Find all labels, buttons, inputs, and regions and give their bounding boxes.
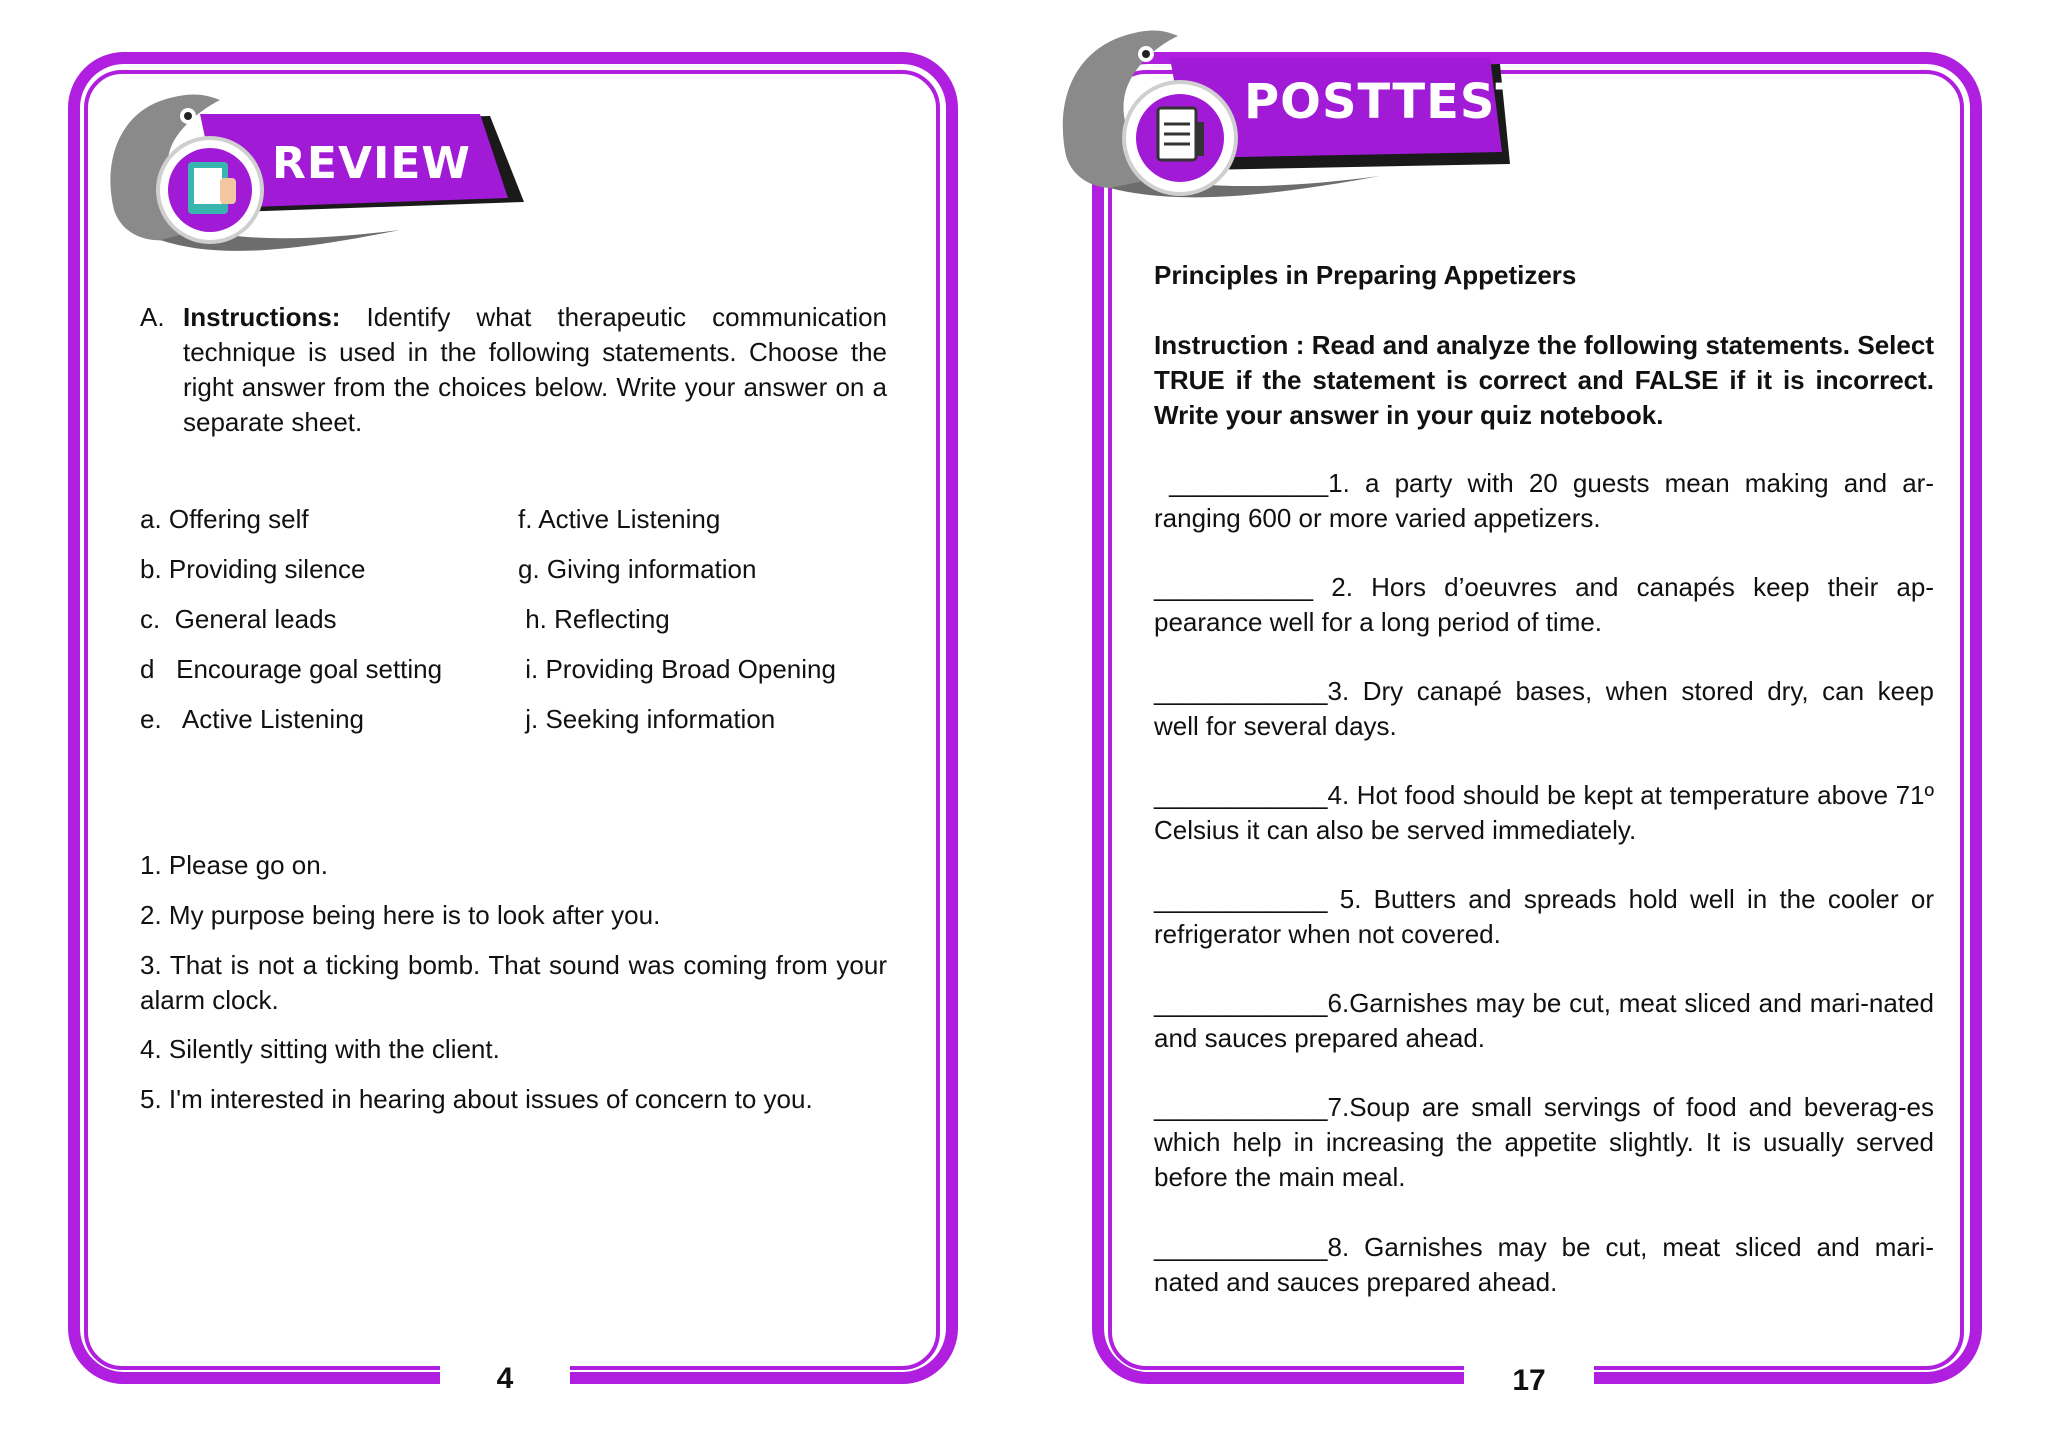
statement-item: 3. That is not a ticking bomb. That sound was coming from your alarm clock. bbox=[140, 950, 887, 1015]
banner-title: POSTTEST bbox=[1244, 74, 1530, 130]
choice-item: b. Providing silence bbox=[140, 554, 366, 584]
instructions-label: Instructions: bbox=[183, 302, 341, 332]
choice-item: i. Providing Broad Opening bbox=[518, 654, 836, 684]
posttest-item: ___________1. a party with 20 guests mean making and ar-ranging 600 or more varied appetizers. bbox=[1154, 468, 1934, 533]
posttest-item: ____________3. Dry canapé bases, when stored dry, can keep well for several days. bbox=[1154, 676, 1934, 741]
posttest-instruction: Instruction : Read and analyze the following statements. Select TRUE if the statement is correct and FALSE if it is incorrect. Write your answer in your quiz notebook. bbox=[1154, 330, 1934, 430]
page-number: 4 bbox=[496, 1362, 514, 1395]
posttest-item: ____________6.Garnishes may be cut, meat sliced and mari-nated and sauces prepared ahead. bbox=[1154, 988, 1934, 1053]
qa-document-icon bbox=[1158, 108, 1204, 160]
posttest-banner bbox=[1050, 28, 1530, 208]
choice-item: c. General leads bbox=[140, 604, 337, 634]
posttest-item: ____________7.Soup are small servings of food and beverag-es which help in increasing the appetite slightly. It is usually served before the main meal. bbox=[1154, 1092, 1934, 1192]
choice-item: h. Reflecting bbox=[518, 604, 670, 634]
posttest-item: ____________8. Garnishes may be cut, meat sliced and mari-nated and sauces prepared ahead. bbox=[1154, 1232, 1934, 1297]
statement-item: 5. I'm interested in hearing about issues of concern to you. bbox=[140, 1084, 813, 1114]
choice-item: j. Seeking information bbox=[518, 704, 776, 734]
section-heading: Principles in Preparing Appetizers bbox=[1154, 260, 1577, 290]
statement-item: 2. My purpose being here is to look after you. bbox=[140, 900, 661, 930]
choice-item: f. Active Listening bbox=[518, 504, 721, 534]
banner-title: REVIEW bbox=[272, 138, 471, 189]
choice-item: a. Offering self bbox=[140, 504, 309, 534]
left-page bbox=[0, 0, 1000, 1448]
instructions-text: Identify what therapeutic communication technique is used in the following statements. Choose the right answer from the choices below. Write your answer on a separate sheet. bbox=[183, 302, 887, 437]
page-number: 17 bbox=[1512, 1364, 1546, 1397]
review-banner bbox=[100, 90, 540, 260]
instructions-prefix: A. bbox=[140, 302, 165, 332]
choice-item: e. Active Listening bbox=[140, 704, 365, 734]
statement-item: 1. Please go on. bbox=[140, 850, 328, 880]
choice-item: d Encourage goal setting bbox=[140, 654, 443, 684]
choice-item: g. Giving information bbox=[518, 554, 757, 584]
right-page bbox=[1024, 0, 2048, 1448]
posttest-item: ____________4. Hot food should be kept at temperature above 71º Celsius it can also be served immediately. bbox=[1154, 780, 1934, 845]
posttest-item: ___________ 2. Hors d’oeuvres and canapés keep their ap-pearance well for a long period of time. bbox=[1154, 572, 1934, 637]
instructions-block bbox=[183, 300, 887, 440]
posttest-item: ____________ 5. Butters and spreads hold well in the cooler or refrigerator when not covered. bbox=[1154, 884, 1934, 949]
statement-item: 4. Silently sitting with the client. bbox=[140, 1034, 500, 1064]
